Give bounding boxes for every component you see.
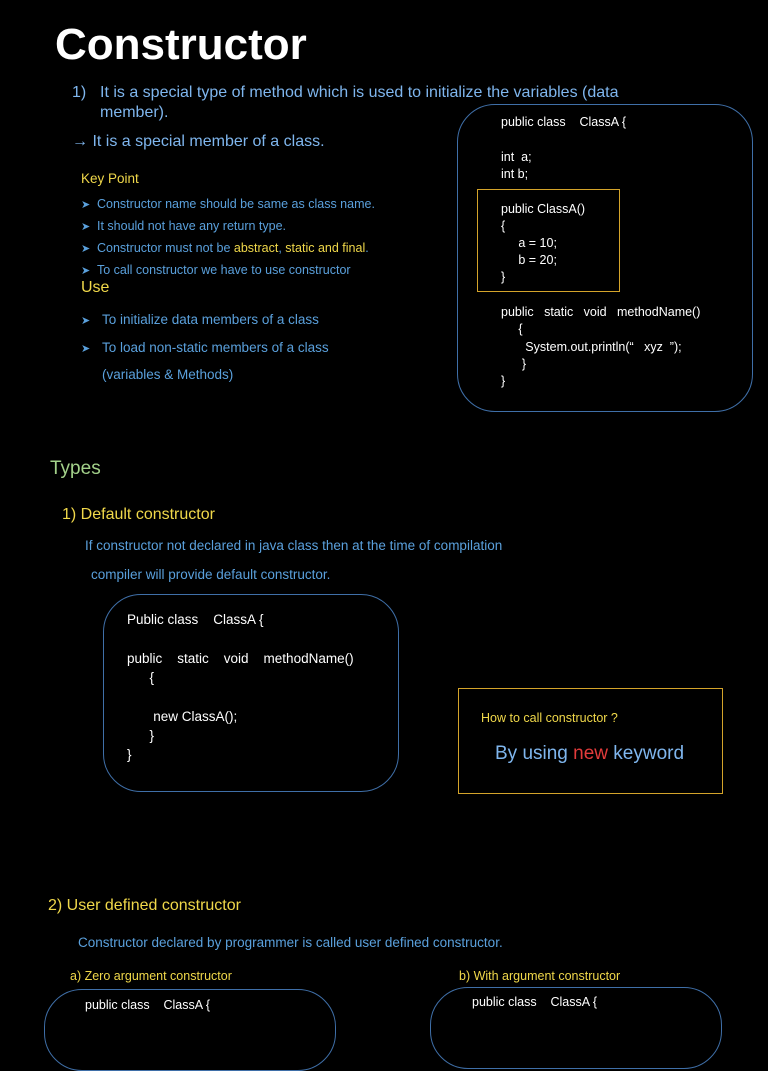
- intro-line-2: member).: [100, 104, 169, 121]
- code-line: b = 20;: [501, 253, 557, 267]
- use-list: [81, 307, 329, 388]
- list-item: (variables & Methods): [102, 367, 234, 382]
- how-to-call-question: How to call constructor ?: [481, 711, 618, 725]
- types-heading: Types: [50, 458, 101, 479]
- user-defined-desc: Constructor declared by programmer is called user defined constructor.: [78, 935, 503, 950]
- code-line: public class ClassA {: [472, 995, 598, 1009]
- default-desc-2: compiler will provide default constructor.: [91, 567, 331, 582]
- list-item: ➤ Constructor name should be same as class name.: [81, 194, 375, 216]
- intro-line-3: It is a special member of a class.: [92, 133, 325, 150]
- list-item: ➤ Constructor must not be abstract, static and final.: [81, 238, 375, 260]
- default-desc-1: If constructor not declared in java class then at the time of compilation: [85, 538, 503, 553]
- page-title: Constructor: [55, 20, 307, 69]
- arrow-right-icon: →: [72, 133, 88, 150]
- code-line: public class ClassA {: [85, 998, 211, 1012]
- arrowhead-icon: ➤: [81, 265, 91, 277]
- code-line: public static void methodName(): [501, 305, 701, 319]
- user-defined-heading: 2) User defined constructor: [48, 897, 241, 914]
- intro-arrow: [72, 133, 325, 151]
- arrowhead-icon: ➤: [81, 199, 91, 211]
- code-line: }: [127, 747, 132, 762]
- with-argument-heading: b) With argument constructor: [459, 969, 621, 983]
- list-item: ➤ It should not have any return type.: [81, 216, 375, 238]
- code-line: {: [501, 322, 523, 336]
- code-line: {: [501, 219, 506, 233]
- code-line: {: [127, 670, 155, 685]
- code-line: Public class ClassA {: [127, 612, 264, 627]
- code-line: public static void methodName(): [127, 651, 354, 666]
- key-point-heading: Key Point: [81, 171, 139, 186]
- code-line: System.out.println(“ xyz ”);: [501, 340, 682, 354]
- intro-number: 1): [72, 84, 87, 101]
- arrowhead-icon: ➤: [81, 243, 91, 255]
- code-line: public ClassA(): [501, 202, 586, 216]
- code-line: }: [501, 374, 506, 388]
- list-item: ➤ To initialize data members of a class: [81, 307, 329, 335]
- key-point-list: [81, 194, 375, 282]
- arrowhead-icon: ➤: [81, 221, 91, 233]
- default-constructor-heading: 1) Default constructor: [62, 506, 215, 523]
- code-line: }: [501, 270, 506, 284]
- code-line: a = 10;: [501, 236, 557, 250]
- arrowhead-icon: ➤: [81, 342, 91, 355]
- intro-line-1: It is a special type of method which is used to initialize the variables (data: [100, 84, 619, 101]
- code-line: int b;: [501, 167, 529, 181]
- code-line: public class ClassA {: [501, 115, 627, 129]
- how-to-call-box: [458, 688, 723, 794]
- zero-argument-heading: a) Zero argument constructor: [70, 969, 232, 983]
- code-line: new ClassA();: [127, 709, 238, 724]
- arrowhead-icon: ➤: [81, 315, 91, 327]
- code-line: }: [127, 728, 155, 743]
- use-heading: Use: [81, 279, 110, 296]
- list-item: ➤ To call constructor we have to use constructor: [81, 260, 375, 282]
- how-to-call-answer: By using new keyword: [495, 743, 685, 764]
- list-item: ➤ To load non-static members of a class: [81, 335, 329, 363]
- code-line: }: [501, 357, 527, 371]
- code-line: int a;: [501, 150, 532, 164]
